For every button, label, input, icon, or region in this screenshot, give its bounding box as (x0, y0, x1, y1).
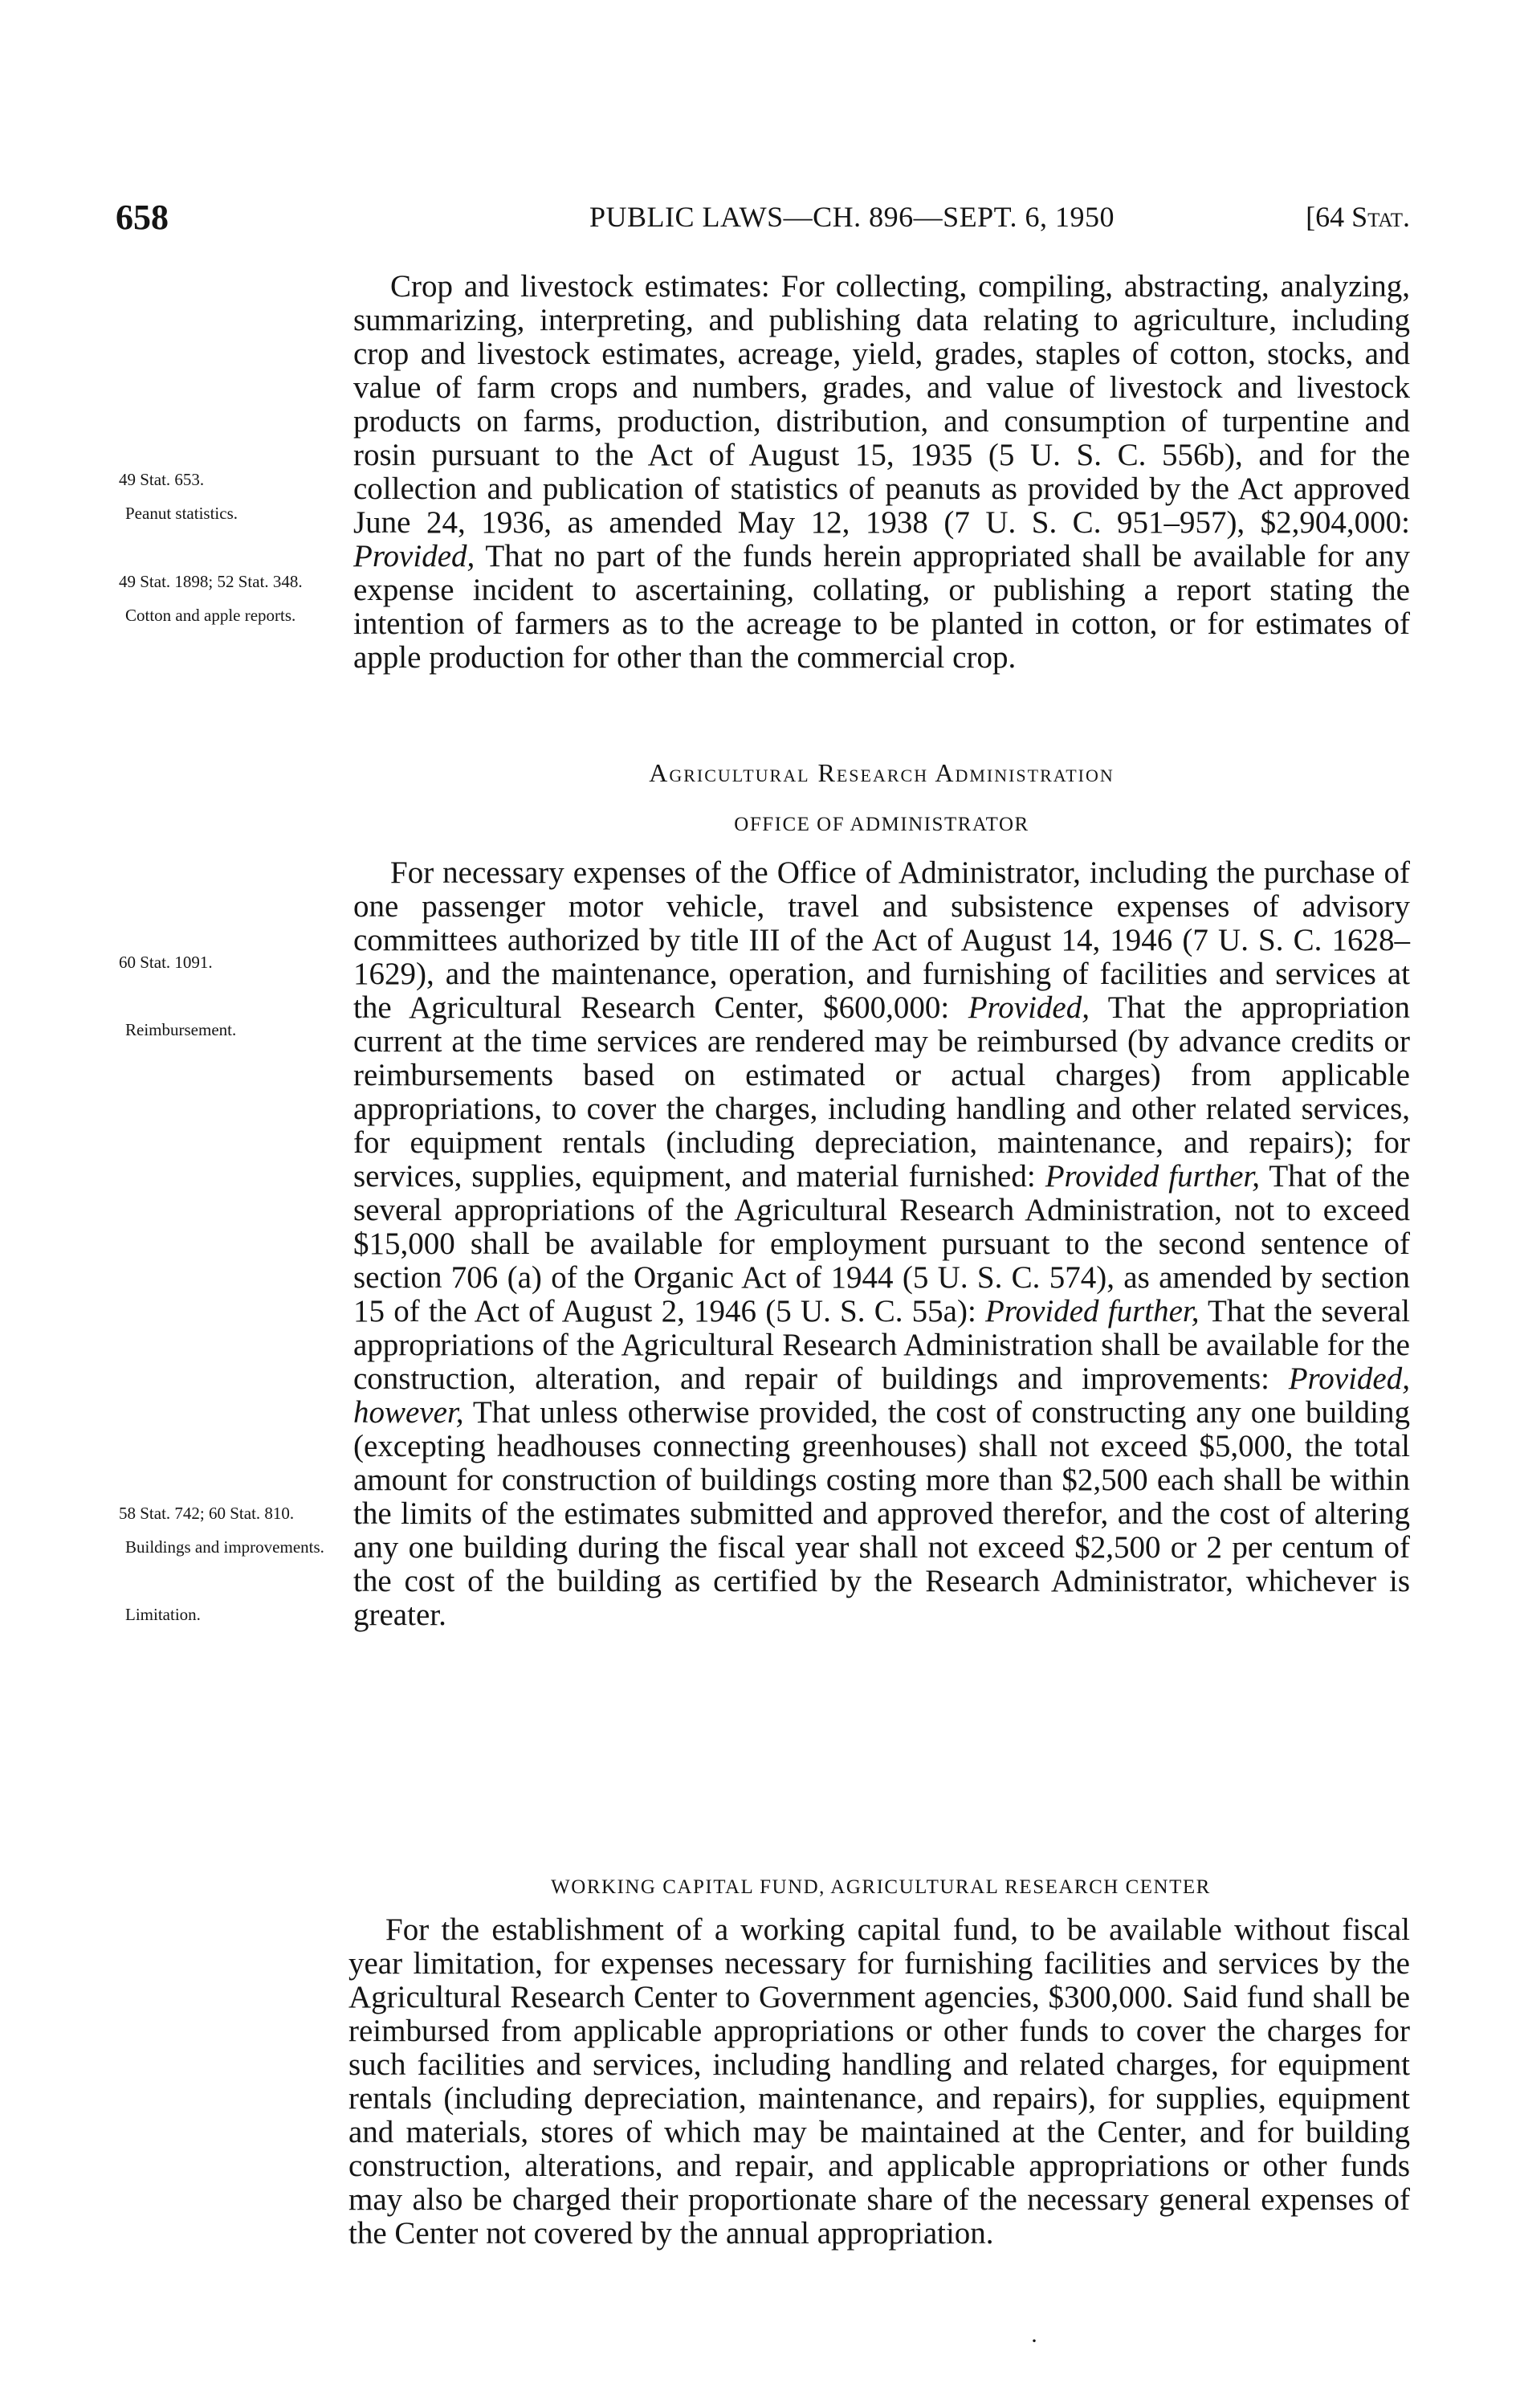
ara-provided-2: Provided further, (1045, 1159, 1261, 1194)
margin-note-cotton-apple: Cotton and apple reports. (125, 606, 296, 625)
stray-mark: · (1030, 2328, 1038, 2354)
ara-text-4: That the several appropriations of the Agricultural Research Administration shall be available for the construction, alteration, and repair of buildings and improvements: (353, 1294, 1410, 1396)
crop-livestock-text-1: For collecting, compiling, abstracting, analyzing, summarizing, interpreting, and publishing data relating to agriculture, including crop and livestock estimates, acreage, yield, grades, staples of cotton, stocks, and value of farm crops and numbers, grades, and value of livestock and livestock products on farms, production, distribution, and consumption of turpentine and rosin pursuant to the Act of August 15, 1935 (5 U. S. C. 556b), and for the collection and publication of statistics of peanuts as provided by the Act approved June 24, 1936, as amended May 12, 1938 (7 U. S. C. 951–957), $2,904,000: (353, 269, 1410, 540)
margin-note-peanut-statistics: Peanut statistics. (125, 504, 238, 523)
margin-note-stat-742: 58 Stat. 742; 60 Stat. 810. (119, 1504, 295, 1523)
crop-livestock-paragraph (353, 270, 1410, 675)
crop-livestock-text-2: That no part of the funds herein appropriated shall be available for any expense incident to ascertaining, collating, or publishing a report stating the intention of farmers as to the acreage to be planted in cotton, or for estimates of apple production for other than the commercial crop. (353, 539, 1410, 675)
ara-provided-4: Provided, however, (353, 1361, 1410, 1430)
subheading-office-of-administrator: OFFICE OF ADMINISTRATOR (734, 814, 1029, 835)
margin-note-stat-1898: 49 Stat. 1898; 52 Stat. 348. (119, 572, 303, 591)
page-number: 658 (116, 198, 169, 237)
ara-provided-3: Provided further, (985, 1294, 1200, 1328)
crop-livestock-lead: Crop and livestock estimates: (390, 269, 770, 304)
ara-text-1: For necessary expenses of the Office of Administrator, including the purchase of one passenger motor vehicle, travel and subsistence expenses of advisory committees authorized by title III of the Act of August 14, 1946 (7 U. S. C. 1628–1629), and the maintenance, operation, and furnishing of facilities and services at the Agricultural Research Center, $600,000: (353, 855, 1410, 1025)
margin-note-stat-1091: 60 Stat. 1091. (119, 953, 213, 972)
ara-text-2: That the appropriation current at the time services are rendered may be reimbursed (by advance credits or reimbursements based on estimated or actual charges) from applicable appropriations, to cover the charges, including handling and other related services, for equipment rentals (including depreciation, maintenance, and repairs); for services, supplies, equipment, and material furnished: (353, 990, 1410, 1194)
volume-bracket: [64 (1306, 201, 1345, 233)
working-capital-text: For the establishment of a working capital fund, to be available without fiscal year limitation, for expenses necessary for furnishing facilities and services by the Agricultural Research Center to Government agencies, $300,000. Said fund shall be reimbursed from applicable appropriations or other funds to cover the charges for such facilities and services, including handling and related charges, for equipment rentals (including depreciation, maintenance, and repairs), for supplies, equipment and materials, stores of which may be maintained at the Center, and for building construction, alterations, and repair, and applicable appropriations or other funds may also be charged their proportionate share of the necessary general expenses of the Center not covered by the annual appropriation. (348, 1912, 1410, 2251)
margin-note-reimbursement: Reimbursement. (125, 1020, 237, 1039)
ara-provided-1: Provided, (968, 990, 1090, 1025)
ara-text-5: That unless otherwise provided, the cost of constructing any one building (excepting headhouses connecting greenhouses) shall not exceed $5,000, the total amount for construction of buildings costing more than $2,500 each shall be within the limits of the estimates submitted and approved therefor, and the cost of altering any one building during the fiscal year shall not exceed $2,500 or 2 per centum of the cost of the building as certified by the Research Administrator, whichever is greater. (353, 1395, 1410, 1632)
working-capital-paragraph (348, 1913, 1410, 2251)
margin-note-stat-653: 49 Stat. 653. (119, 470, 205, 489)
margin-note-buildings: Buildings and improvements. (125, 1537, 324, 1557)
subheading-working-capital-fund: WORKING CAPITAL FUND, AGRICULTURAL RESEARCH CENTER (551, 1876, 1211, 1898)
ara-text-3: That of the several appropriations of the Agricultural Research Administration, not to exceed $15,000 shall be available for employment pursuant to the second sentence of section 706 (a) of the Organic Act of 1944 (5 U. S. C. 574), as amended by section 15 of the Act of August 2, 1946 (5 U. S. C. 55a): (353, 1159, 1410, 1328)
page-header (116, 197, 1410, 245)
volume-reference (1306, 200, 1410, 234)
section-heading-ara: Agricultural Research Administration (649, 758, 1115, 787)
running-head: PUBLIC LAWS—CH. 896—SEPT. 6, 1950 (589, 201, 1115, 233)
margin-note-limitation: Limitation. (125, 1605, 201, 1624)
crop-livestock-provided: Provided, (353, 539, 475, 573)
ara-paragraph (353, 856, 1410, 1632)
volume-word: Stat. (1351, 201, 1410, 233)
